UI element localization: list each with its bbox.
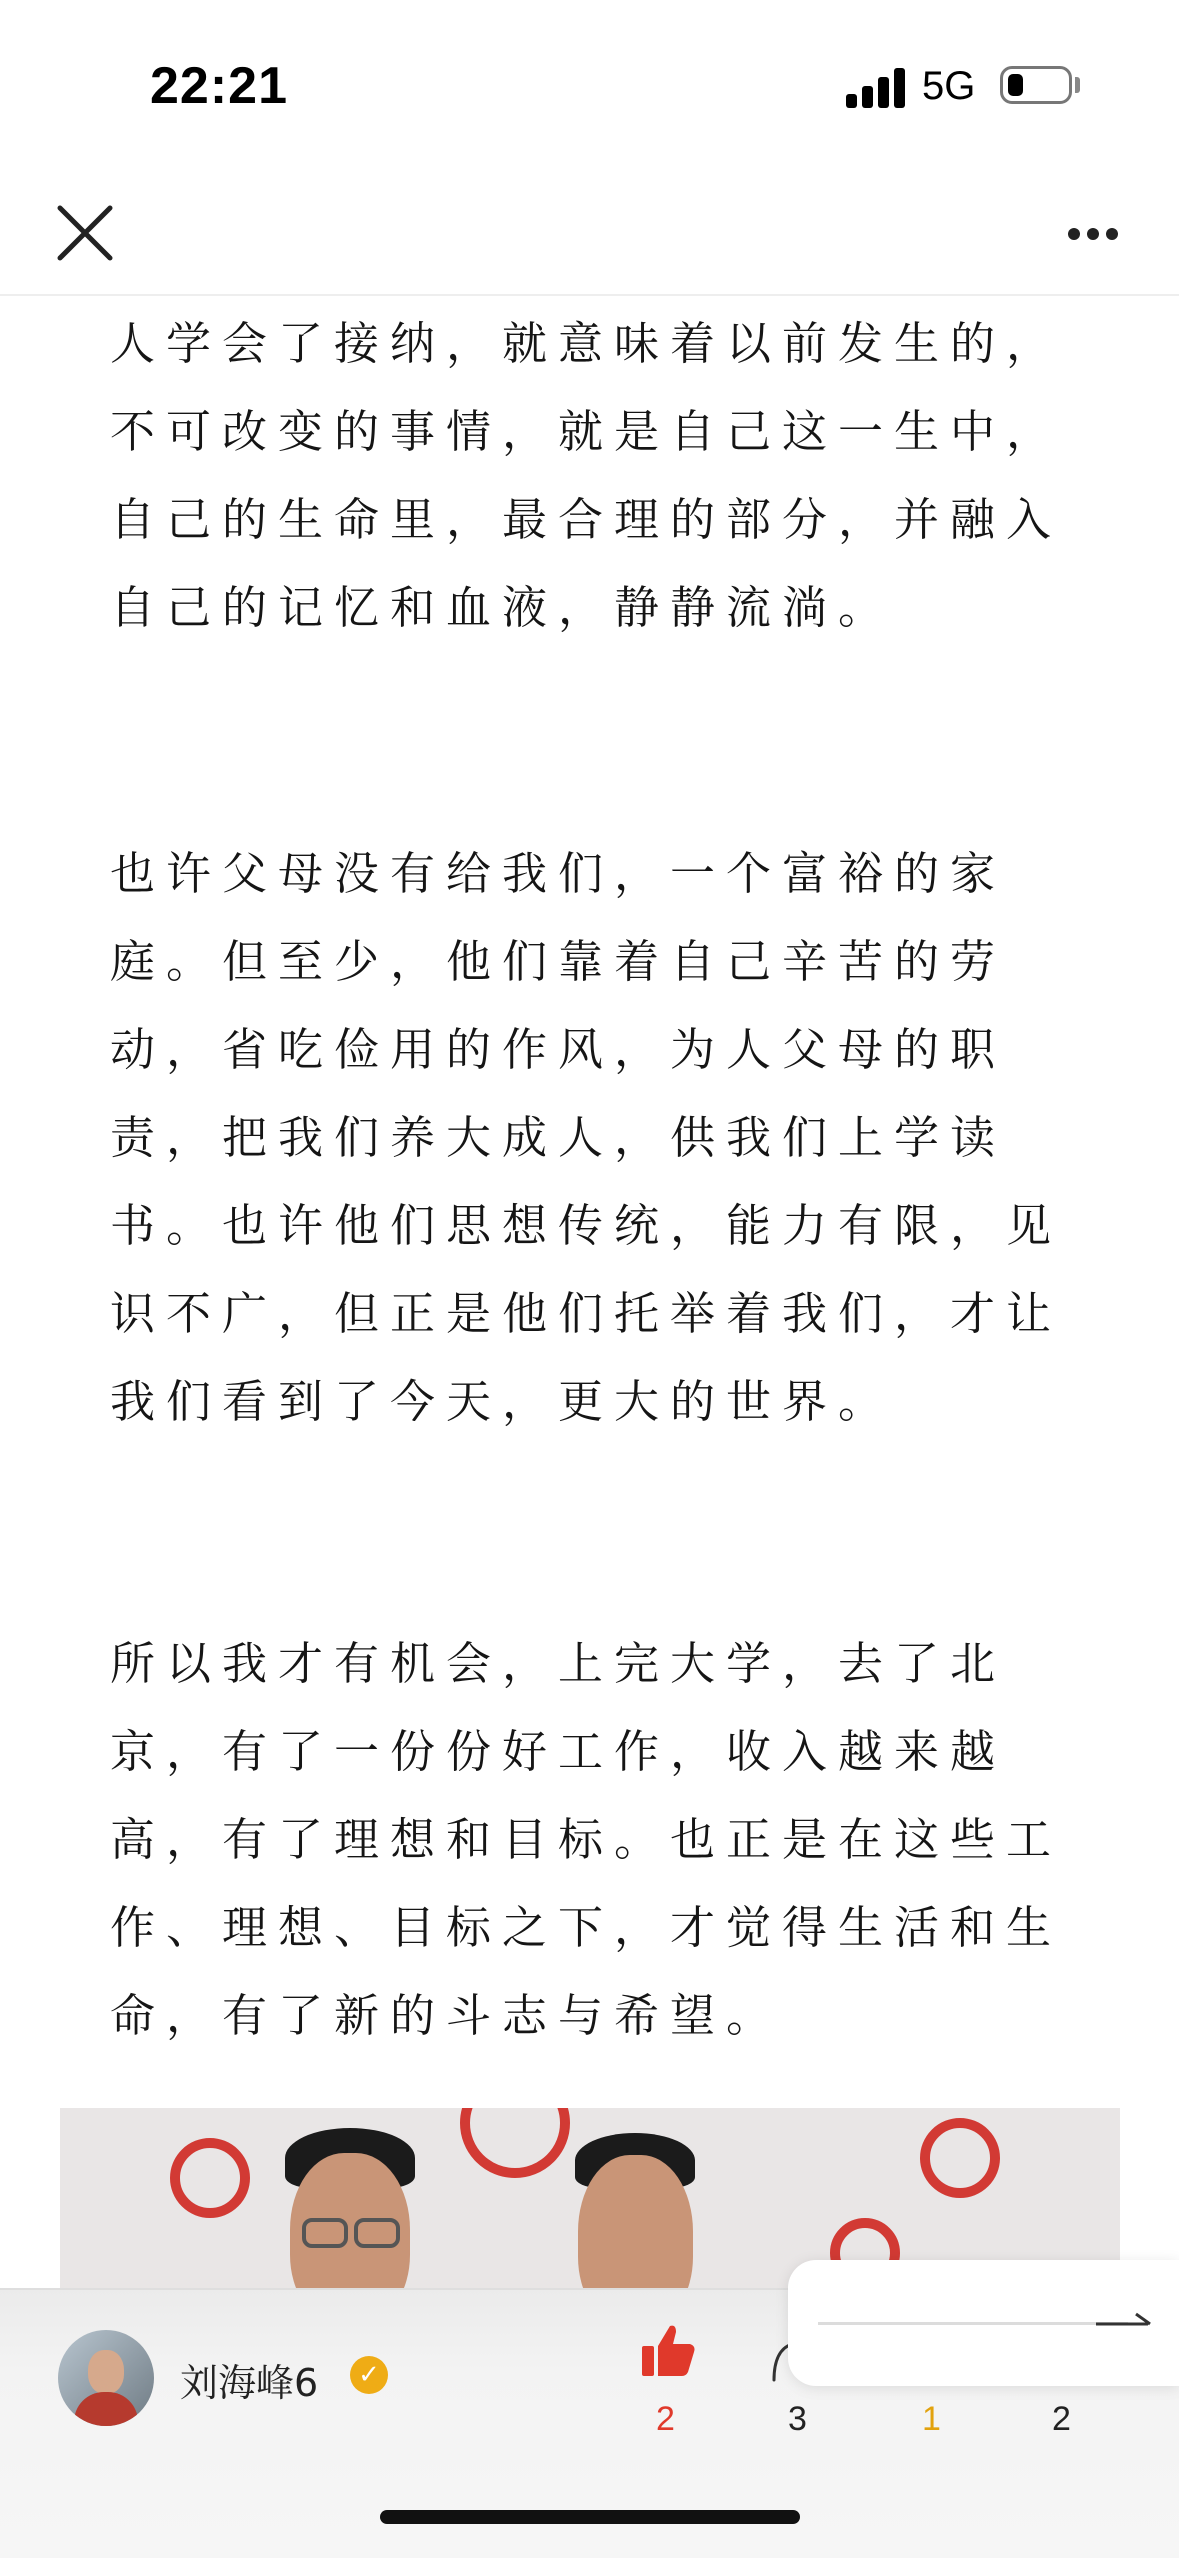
status-time: 22:21 [150, 57, 288, 115]
status-bar [0, 0, 1179, 170]
arrow-right-icon[interactable] [1094, 2300, 1154, 2340]
signal-icon [846, 66, 906, 108]
comment-count: 3 [788, 2400, 807, 2438]
battery-cap [1075, 77, 1080, 93]
verified-badge-icon: ✓ [350, 2356, 388, 2394]
nav-bar [0, 170, 1179, 296]
red-decoration [460, 2108, 570, 2178]
article-paragraph-3: 所以我才有机会，上完大学，去了北京，有了一份份好工作，收入越来越高，有了理想和目标。也正是在这些工作、理想、目标之下，才觉得生活和生命，有了新的斗志与希望。 [110, 1637, 1063, 2042]
star-count: 1 [922, 2400, 941, 2438]
share-count: 2 [1052, 2400, 1071, 2438]
toast-placeholder-line [818, 2322, 1128, 2325]
close-icon[interactable] [52, 200, 118, 266]
article-paragraph-2: 也许父母没有给我们，一个富裕的家庭。但至少，他们靠着自己辛苦的劳动，省吃俭用的作风，为人父母的职责，把我们养大成人，供我们上学读书。也许他们思想传统，能力有限，见识不广，但正是他们托举着我们，才让我们看到了今天，更大的世界。 [110, 847, 1063, 1428]
avatar[interactable] [58, 2330, 154, 2426]
red-decoration [170, 2138, 250, 2218]
battery-icon [1000, 66, 1072, 104]
like-count: 2 [656, 2400, 675, 2438]
floating-toast[interactable] [788, 2260, 1179, 2386]
network-label: 5G [922, 64, 976, 108]
home-indicator[interactable] [380, 2510, 800, 2524]
red-decoration [920, 2118, 1000, 2198]
article-paragraph-1: 人学会了接纳，就意味着以前发生的，不可改变的事情，就是自己这一生中，自己的生命里，最合理的部分，并融入自己的记忆和血液，静静流淌。 [110, 317, 1063, 634]
more-icon[interactable] [1060, 222, 1126, 246]
thumbs-up-icon[interactable] [638, 2320, 698, 2380]
author-name[interactable]: 刘海峰6 [180, 2361, 319, 2405]
